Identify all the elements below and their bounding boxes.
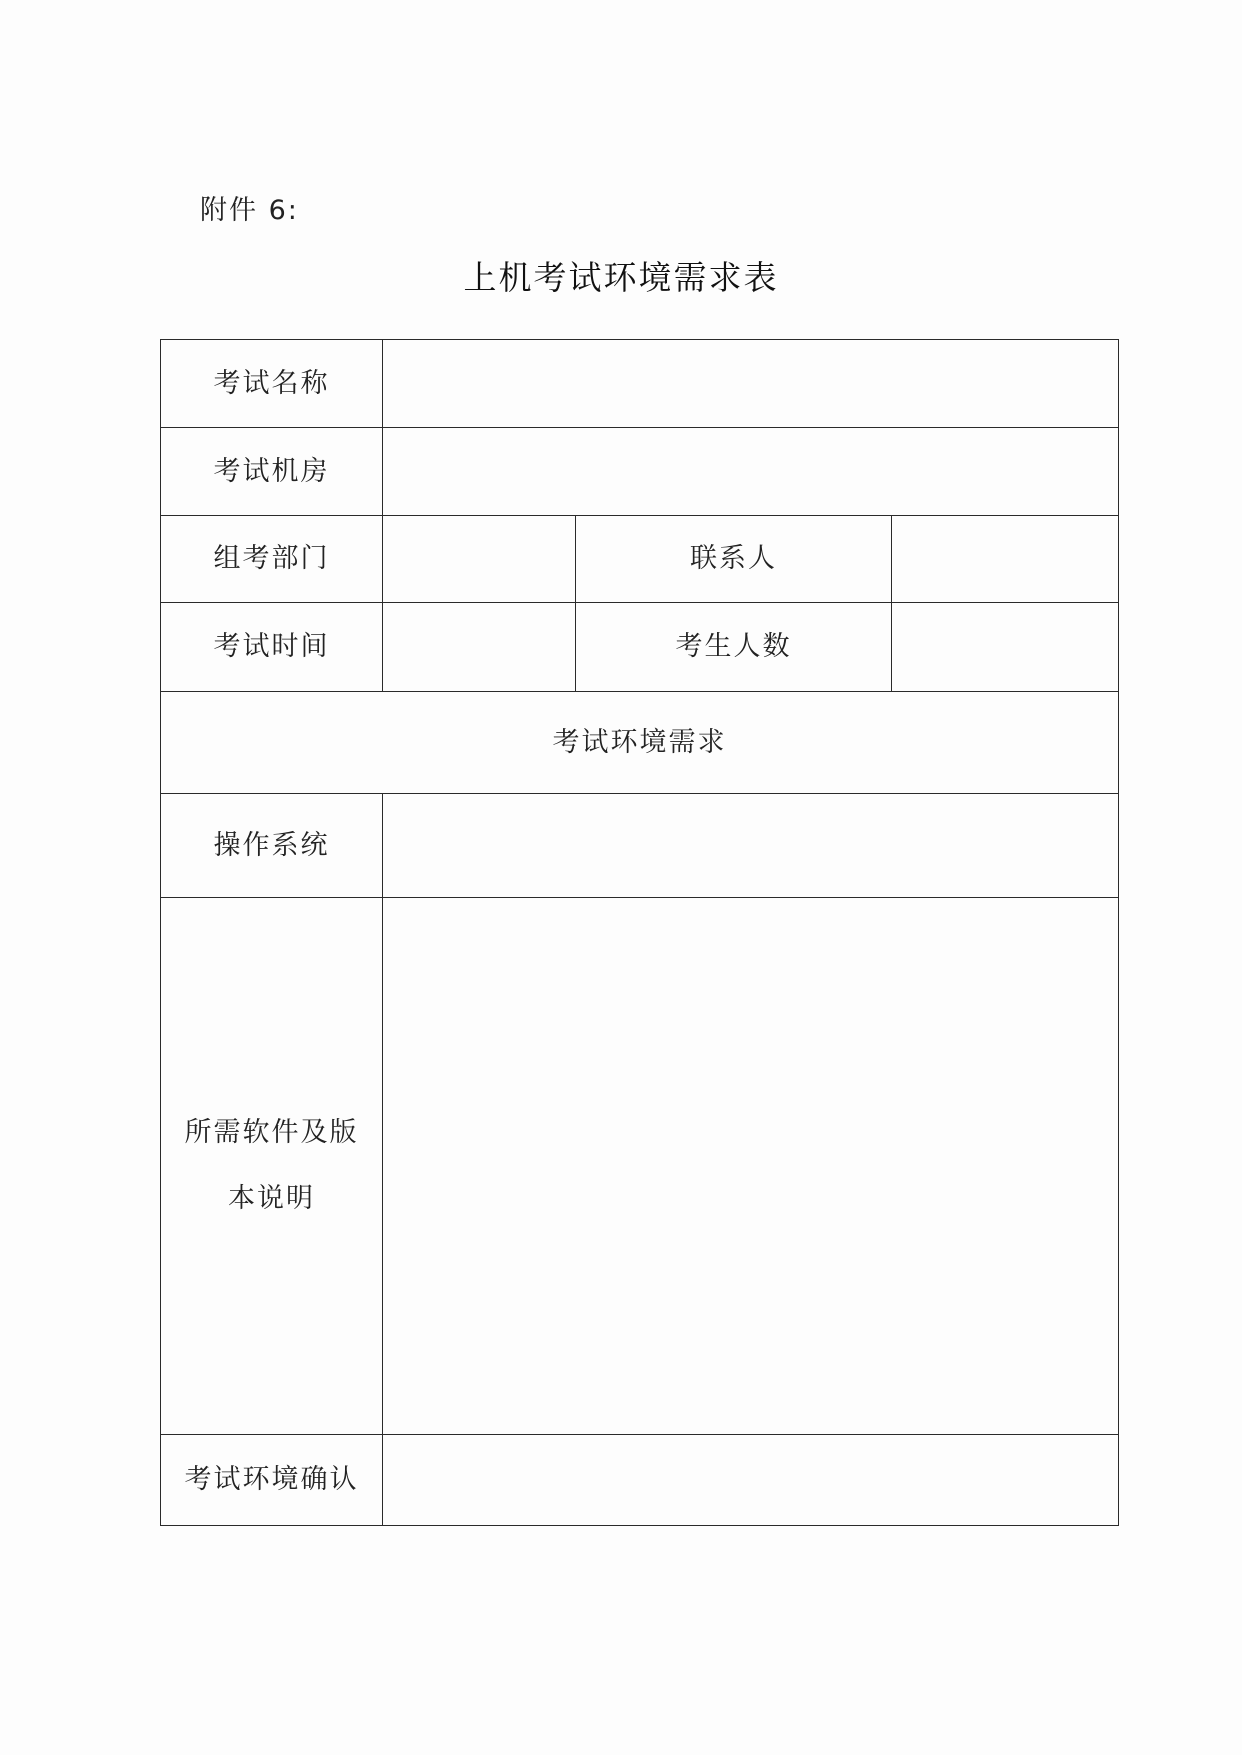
software-label-cell xyxy=(161,898,383,1435)
os-field[interactable] xyxy=(383,794,1119,898)
exam-name-field[interactable] xyxy=(383,340,1119,428)
confirm-field[interactable] xyxy=(383,1435,1119,1526)
row-time-count xyxy=(161,603,1119,692)
contact-label: 联系人 xyxy=(576,516,892,603)
row-exam-room xyxy=(161,428,1119,516)
examinee-count-field[interactable] xyxy=(892,603,1119,692)
exam-room-field[interactable] xyxy=(383,428,1119,516)
section-heading: 考试环境需求 xyxy=(161,692,1119,794)
row-os xyxy=(161,794,1119,898)
attachment-label: 附件 6: xyxy=(200,195,299,226)
examinee-count-label: 考生人数 xyxy=(576,603,892,692)
exam-room-label: 考试机房 xyxy=(161,428,383,516)
exam-name-label: 考试名称 xyxy=(161,340,383,428)
row-exam-name xyxy=(161,340,1119,428)
confirm-label: 考试环境确认 xyxy=(161,1435,383,1526)
software-field[interactable] xyxy=(383,898,1119,1435)
exam-time-field[interactable] xyxy=(383,603,576,692)
document-title: 上机考试环境需求表 xyxy=(463,258,779,297)
organizer-field[interactable] xyxy=(383,516,576,603)
row-organizer-contact xyxy=(161,516,1119,603)
requirements-form-table xyxy=(160,339,1119,1526)
row-software xyxy=(161,898,1119,1435)
row-section-heading xyxy=(161,692,1119,794)
software-label: 所需软件及版本说明 xyxy=(184,1117,359,1214)
row-confirm xyxy=(161,1435,1119,1526)
os-label: 操作系统 xyxy=(161,794,383,898)
contact-field[interactable] xyxy=(892,516,1119,603)
organizer-label: 组考部门 xyxy=(161,516,383,603)
exam-time-label: 考试时间 xyxy=(161,603,383,692)
